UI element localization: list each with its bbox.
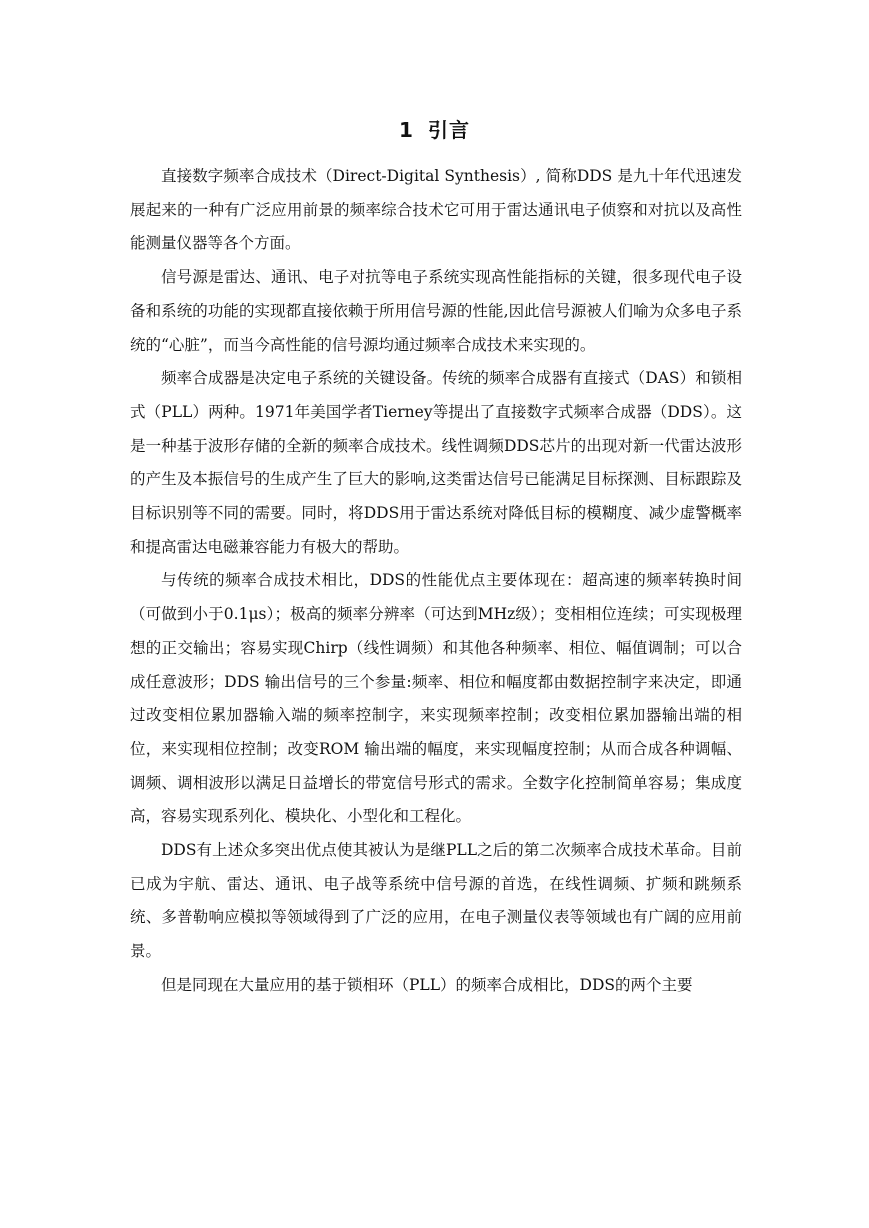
paragraph-dds-revolution: DDS有上述众多突出优点使其被认为是继PLL之后的第二次频率合成技术革命。目前已成为宇航、雷达、通讯、电子战等系统中信号源的首选，在线性调频、扩频和跳频系统、多普勒响应模拟等领域得到了广泛的应用，在电子测量仪表等领域也有广阔的应用前景。 [130, 841, 742, 961]
section-number: 1 [399, 118, 414, 142]
body-text [130, 160, 742, 1003]
section-heading [0, 114, 869, 143]
paragraph-pll-comparison: 但是同现在大量应用的基于锁相环（PLL）的频率合成相比，DDS的两个主要 [161, 975, 693, 994]
paragraph-signal-source: 信号源是雷达、通讯、电子对抗等电子系统实现高性能指标的关键，很多现代电子设备和系统的功能的实现都直接依赖于所用信号源的性能,因此信号源被人们喻为众多电子系统的“心脏”，而当今高性能的信号源均通过频率合成技术来实现的。 [130, 268, 742, 354]
paragraph-frequency-synthesizer: 频率合成器是决定电子系统的关键设备。传统的频率合成器有直接式（DAS）和锁相式（PLL）两种。1971年美国学者Tierney等提出了直接数字式频率合成器（DDS）。这是一种基于波形存储的全新的频率合成技术。线性调频DDS芯片的出现对新一代雷达波形的产生及本振信号的生成产生了巨大的影响,这类雷达信号已能满足目标探测、目标跟踪及目标识别等不同的需要。同时，将DDS用于雷达系统对降低目标的模糊度、减少虚警概率和提高雷达电磁兼容能力有极大的帮助。 [130, 369, 742, 556]
paragraph-dds-definition: 直接数字频率合成技术（Direct-Digital Synthesis）, 简称DDS 是九十年代迅速发展起来的一种有广泛应用前景的频率综合技术它可用于雷达通讯电子侦察和对抗以及高性能测量仪器等各个方面。 [130, 167, 742, 253]
paragraph-dds-advantages: 与传统的频率合成技术相比，DDS的性能优点主要体现在：超高速的频率转换时间（可做到小于0.1μs）；极高的频率分辨率（可达到MHz级）；变相相位连续；可实现极理想的正交输出；容易实现Chirp（线性调频）和其他各种频率、相位、幅值调制；可以合成任意波形；DDS 输出信号的三个参量:频率、相位和幅度都由数据控制字来决定，即通过改变相位累加器输入端的频率控制字，来实现频率控制；改变相位累加器输出端的相位，来实现相位控制；改变ROM 输出端的幅度，来实现幅度控制；从而合成各种调幅、调频、调相波形以满足日益增长的带宽信号形式的需求。全数字化控制简单容易；集成度高，容易实现系列化、模块化、小型化和工程化。 [130, 571, 742, 826]
section-title: 引言 [427, 118, 470, 142]
